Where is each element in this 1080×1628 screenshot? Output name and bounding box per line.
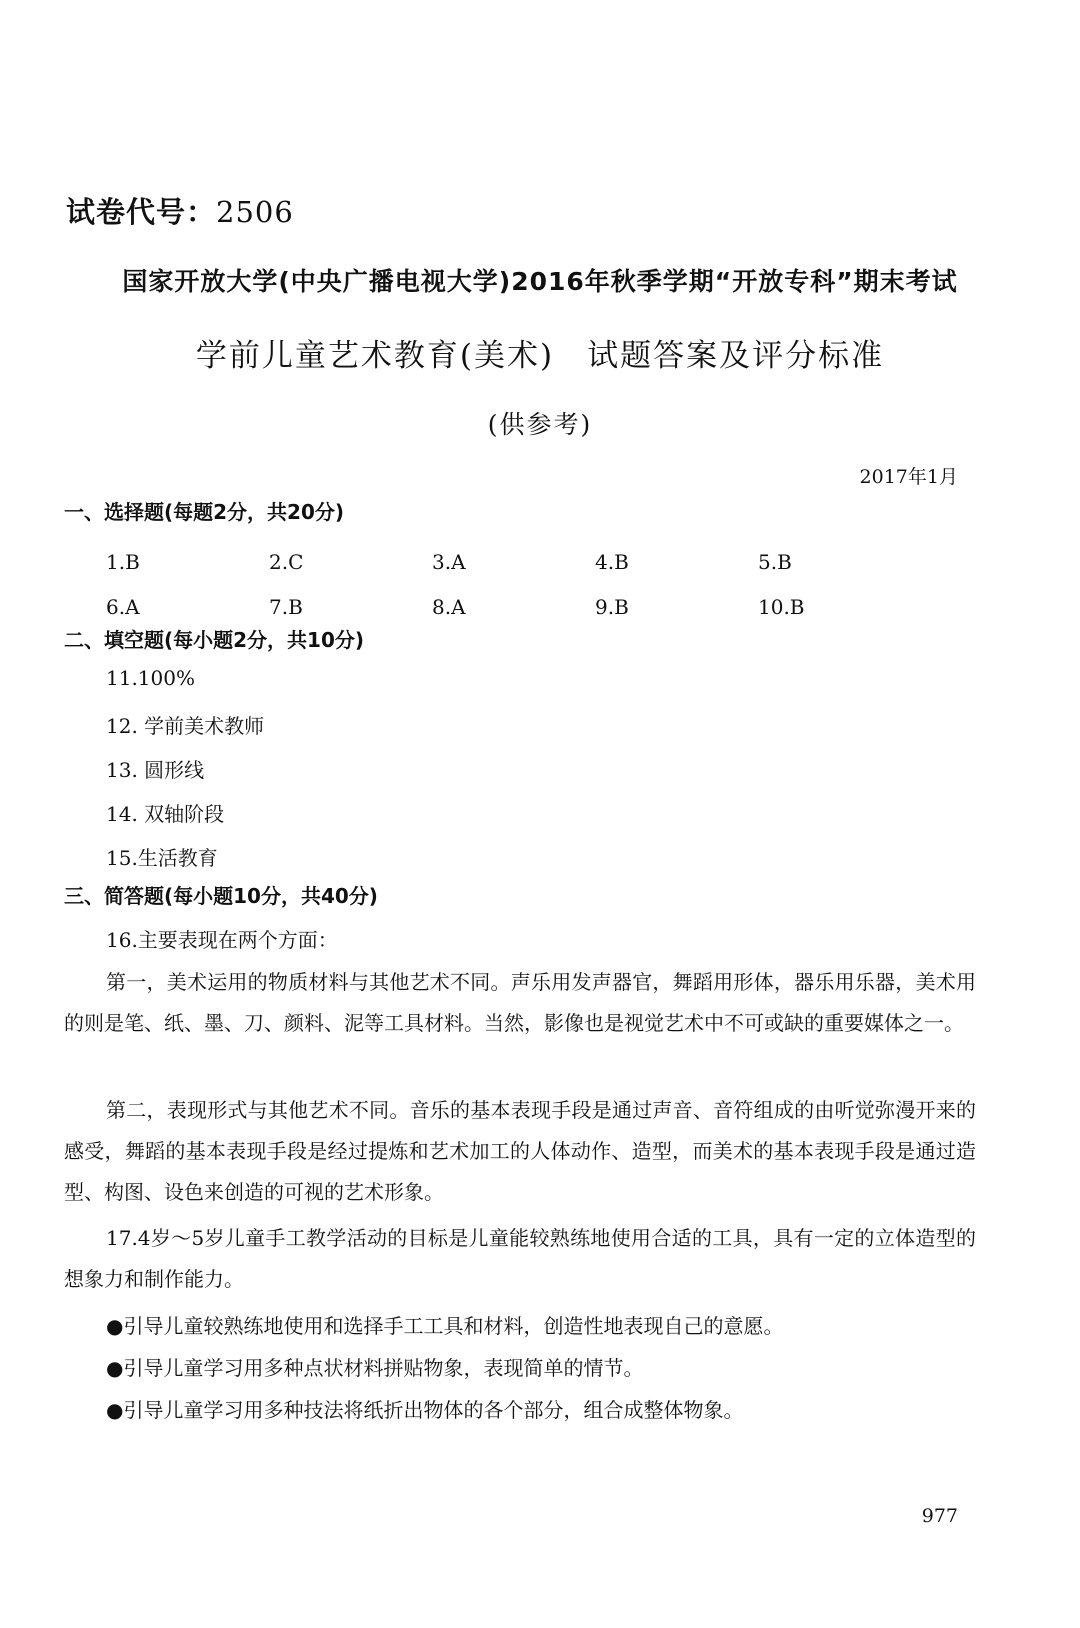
fill-answer: 11.100% (106, 666, 195, 690)
choice-answer: 8.A (432, 595, 466, 619)
q17-bullet-1: ●引导儿童较熟练地使用和选择手工工具和材料，创造性地表现自己的意愿。 (106, 1314, 784, 1338)
q17-bullet-3: ●引导儿童学习用多种技法将纸折出物体的各个部分，组合成整体物象。 (106, 1398, 744, 1422)
q17-paragraph: 17.4岁～5岁儿童手工教学活动的目标是儿童能较熟练地使用合适的工具，具有一定的立体造型的想象力和制作能力。 (64, 1226, 976, 1291)
choice-answer: 5.B (758, 550, 792, 574)
section-choice-title: 一、选择题(每题2分，共20分) (64, 500, 345, 524)
fill-answer: 13. 圆形线 (106, 758, 205, 782)
section-fill-title: 二、填空题(每小题2分，共10分) (64, 628, 365, 652)
choice-answer: 7.B (269, 595, 303, 619)
fill-answer: 14. 双轴阶段 (106, 802, 225, 826)
exam-date: 2017年1月 (859, 466, 958, 488)
section-short-title: 三、简答题(每小题10分，共40分) (64, 884, 378, 908)
choice-answer: 10.B (758, 595, 805, 619)
choice-answer: 6.A (106, 595, 140, 619)
choice-answer: 1.B (106, 550, 140, 574)
q16-point-2: 第二，表现形式与其他艺术不同。音乐的基本表现手段是通过声音、音符组成的由听觉弥漫开来的感受，舞蹈的基本表现手段是经过提炼和艺术加工的人体动作、造型，而美术的基本表现手段是通过造型、构图、设色来创造的可视的艺术形象。 (64, 1098, 976, 1204)
fill-answer: 12. 学前美术教师 (106, 714, 265, 738)
q16-point-1: 第一，美术运用的物质材料与其他艺术不同。声乐用发声器官，舞蹈用形体，器乐用乐器，美术用的则是笔、纸、墨、刀、颜料、泥等工具材料。当然，影像也是视觉艺术中不可或缺的重要媒体之一。 (64, 970, 976, 1035)
choice-answer: 2.C (269, 550, 304, 574)
choice-row (106, 550, 926, 595)
subject-title: 学前儿童艺术教育(美术) 试题答案及评分标准 (195, 338, 885, 374)
choice-answer: 3.A (432, 550, 466, 574)
exam-code-number: 2506 (216, 195, 294, 229)
exam-code-label: 试卷代号： (66, 195, 217, 229)
q17-bullet-2: ●引导儿童学习用多种点状材料拼贴物象，表现简单的情节。 (106, 1356, 644, 1380)
choice-answer: 4.B (595, 550, 629, 574)
reference-note: (供参考) (487, 410, 593, 439)
choice-answer: 9.B (595, 595, 629, 619)
fill-answer: 15.生活教育 (106, 846, 218, 870)
q16-intro: 16.主要表现在两个方面： (106, 928, 338, 952)
exam-title: 国家开放大学(中央广播电视大学)2016年秋季学期“开放专科”期末考试 (122, 267, 958, 296)
page-number: 977 (921, 1505, 958, 1527)
fill-answers (106, 666, 264, 886)
exam-code (66, 190, 294, 231)
